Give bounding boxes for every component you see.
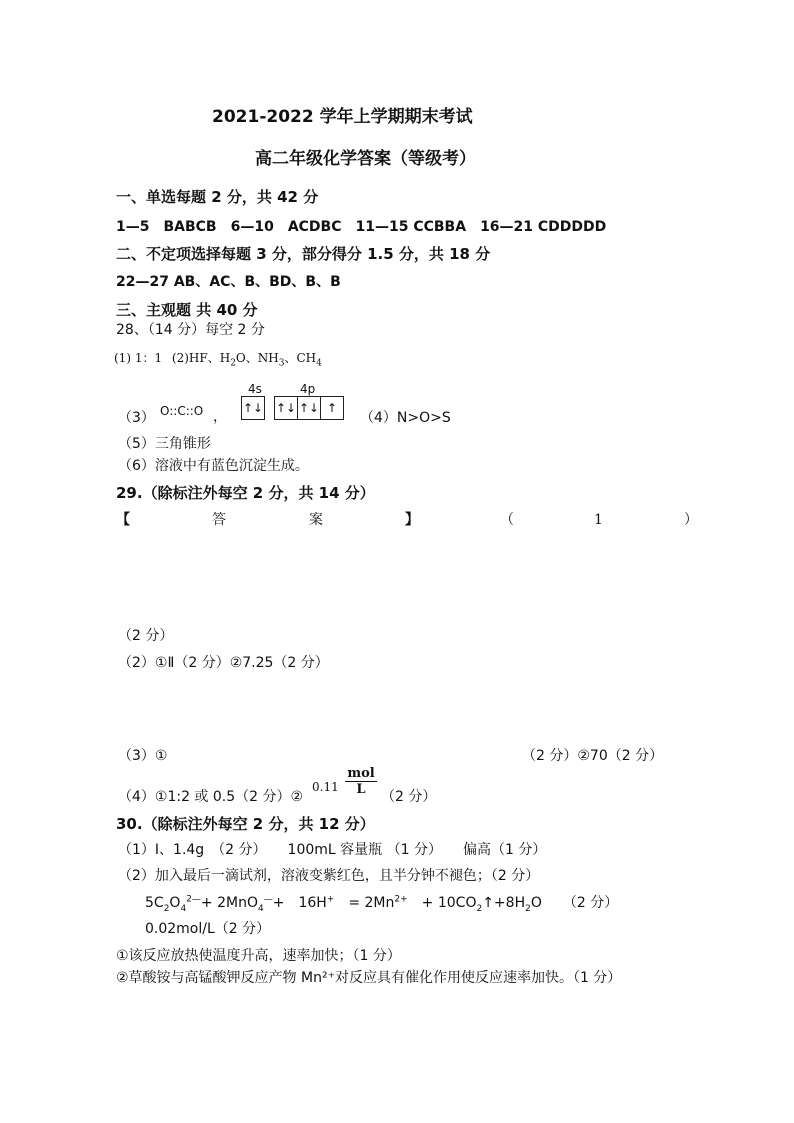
q28-part4: （4）N>O>S [360, 410, 451, 426]
orbital-4p-box-3: ↑ [326, 401, 338, 415]
q29-part2: （2）①Ⅱ（2 分）②7.25（2 分） [118, 655, 329, 671]
section-1-heading: 一、单选每题 2 分，共 42 分 [116, 188, 319, 206]
q29-bracket-open: 【 [116, 512, 130, 528]
q30-title: 30.（除标注外每空 2 分，共 12 分） [116, 815, 375, 833]
q29-part4-tail: （2 分） [381, 789, 437, 805]
q29-bracket-close: 】 [405, 512, 419, 528]
section-1-answers: 1—5 BABCB 6—10 ACDBC 11—15 CCBBA 16—21 CDDDDD [116, 219, 607, 235]
q30-concentration: 0.02mol/L（2 分） [145, 921, 271, 937]
q30-reason-2: ②草酸铵与高锰酸钾反应产物 Mn²⁺对反应具有催化作用使反应速率加快。（1 分） [116, 970, 622, 986]
page-subtitle: 高二年级化学答案（等级考） [255, 149, 476, 169]
q30-part1: （1）Ⅰ、1.4g （2 分） 100mL 容量瓶 （1 分） 偏高（1 分） [118, 842, 547, 858]
section-3-heading: 三、主观题 共 40 分 [116, 301, 258, 319]
orbital-4s-label: 4s [248, 382, 262, 396]
section-2-answers: 22—27 AB、AC、B、BD、B、B [116, 274, 341, 290]
orbital-4p-boxes [274, 396, 344, 420]
q28-comma: ， [213, 409, 227, 425]
q29-part3-tail: （2 分）②70（2 分） [522, 748, 664, 764]
q30-reason-1: ①该反应放热使温度升高，速率加快；（1 分） [116, 948, 401, 964]
orbital-4s-box [241, 396, 265, 420]
q29-part3-label: （3）① [118, 748, 168, 764]
q29-word-an: 案 [309, 512, 323, 528]
fraction-numerator: mol [345, 766, 377, 782]
q30-equation: $5C_2O_4^{2—}+ 2MnO_4^—+$ 16H+ = $2Mn^{2+}$ + $10CO_2↑+8H_2O$ （2 分） [145, 894, 619, 914]
orbital-4s-electrons: ↑↓ [242, 401, 264, 415]
q29-part4-value: 0.11 [312, 780, 339, 794]
q29-part-number: 1 [594, 512, 603, 528]
section-2-heading: 二、不定项选择每题 3 分，部分得分 1.5 分，共 18 分 [116, 245, 491, 263]
q28-part3-label: （3） [118, 410, 155, 426]
q29-part1-score: （2 分） [118, 628, 174, 644]
q29-paren-open: （ [500, 512, 514, 528]
q28-part2: (2)HF、$H_2O$、$NH_3$、$CH_4$ [171, 351, 322, 369]
orbital-4p-box-1: ↑↓ [275, 397, 298, 419]
q28-part1: (1) 1：1 (2)HF、$H_2O$、$NH_3$、$CH_4$ [114, 351, 322, 369]
mol-per-liter-fraction [345, 766, 377, 797]
q28-title: 28、（14 分）每空 2 分 [116, 322, 265, 338]
co2-lewis-structure: O::C::O [160, 404, 204, 418]
q29-part4-prefix: （4）①1:2 或 0.5（2 分）② [118, 789, 304, 805]
page-title: 2021-2022 学年上学期期末考试 [212, 107, 473, 127]
fraction-denominator: L [356, 782, 366, 797]
q29-title: 29.（除标注外每空 2 分，共 14 分） [116, 484, 375, 502]
q30-part2: （2）加入最后一滴试剂，溶液变紫红色，且半分钟不褪色；（2 分） [118, 868, 540, 884]
q28-part5: （5）三角锥形 [118, 436, 211, 452]
q28-part6: （6）溶液中有蓝色沉淀生成。 [118, 458, 309, 474]
q29-paren-close: ） [684, 512, 698, 528]
orbital-4p-label: 4p [300, 382, 316, 396]
orbital-4p-box-2: ↑↓ [298, 397, 321, 419]
q29-word-da: 答 [212, 512, 226, 528]
